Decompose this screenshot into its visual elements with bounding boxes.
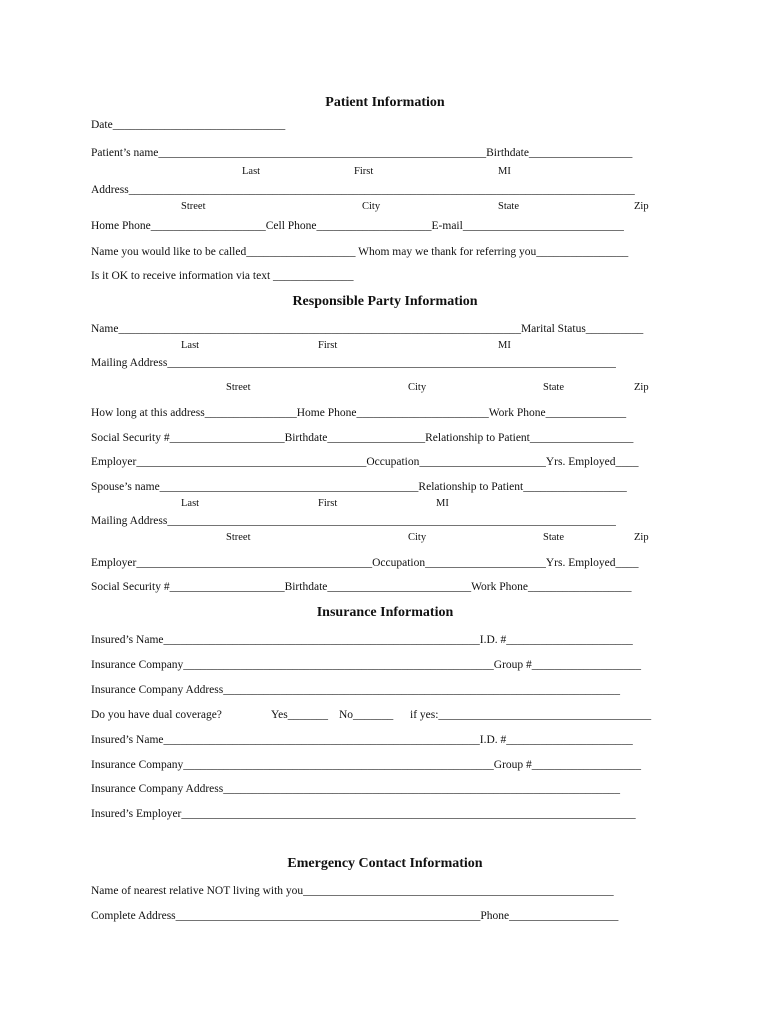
spouse-ssn-field[interactable]: Social Security #____________________Birthdate_________________________Work Phone__________________ — [91, 581, 632, 593]
responsible-employer-field[interactable]: Employer________________________________________Occupation______________________Yrs. Employed____ — [91, 456, 639, 468]
spouse-state-label: State — [543, 532, 564, 543]
spouse-name-field[interactable]: Spouse’s name_____________________________________________Relationship to Patient__________________ — [91, 481, 627, 493]
responsible-heading: Responsible Party Information — [292, 294, 478, 309]
emergency-address-field[interactable]: Complete Address_____________________________________________________Phone___________________ — [91, 910, 619, 922]
insured-employer-field[interactable]: Insured’s Employer_______________________________________________________________________________ — [91, 808, 636, 820]
responsible-mailing-field[interactable]: Mailing Address______________________________________________________________________________ — [91, 357, 616, 369]
responsible-zip-label: Zip — [634, 382, 649, 393]
insurance-company-field-1[interactable]: Insurance Company______________________________________________________Group #___________________ — [91, 659, 642, 671]
responsible-city-label: City — [408, 382, 427, 393]
dual-no-field[interactable]: No_______ — [339, 709, 394, 721]
insurance-company-field-2[interactable]: Insurance Company______________________________________________________Group #___________________ — [91, 759, 642, 771]
patient-called-field[interactable]: Name you would like to be called___________________ Whom may we thank for referring you________________ — [91, 246, 629, 258]
patient-state-label: State — [498, 201, 519, 212]
responsible-street-label: Street — [226, 382, 251, 393]
date-field[interactable]: Date______________________________ — [91, 119, 286, 131]
spouse-zip-label: Zip — [634, 532, 649, 543]
responsible-ssn-field[interactable]: Social Security #____________________Birthdate_________________Relationship to Patient__________________ — [91, 432, 634, 444]
insured-name-field-1[interactable]: Insured’s Name_______________________________________________________I.D. #______________________ — [91, 634, 633, 646]
insurance-heading: Insurance Information — [316, 605, 454, 620]
patient-address-field[interactable]: Address________________________________________________________________________________________ — [91, 184, 635, 196]
patient-city-label: City — [362, 201, 381, 212]
spouse-mi-label: MI — [436, 498, 449, 509]
how-long-field[interactable]: How long at this address________________Home Phone_______________________Work Phone______________ — [91, 407, 627, 419]
dual-if-yes-field[interactable]: if yes:_____________________________________ — [410, 709, 652, 721]
insurance-address-field-1[interactable]: Insurance Company Address_____________________________________________________________________ — [91, 684, 620, 696]
responsible-last-label: Last — [181, 340, 200, 351]
patient-mi-label: MI — [498, 166, 511, 177]
nearest-relative-field[interactable]: Name of nearest relative NOT living with you______________________________________________________ — [91, 885, 614, 897]
patient-first-label: First — [354, 166, 374, 177]
text-ok-field[interactable]: Is it OK to receive information via text ______________ — [91, 270, 354, 282]
patient-street-label: Street — [181, 201, 206, 212]
patient-info-heading: Patient Information — [325, 95, 445, 110]
patient-last-label: Last — [242, 166, 261, 177]
spouse-last-label: Last — [181, 498, 200, 509]
patient-name-field[interactable]: Patient’s name_________________________________________________________Birthdate__________________ — [91, 147, 633, 159]
patient-phones-field[interactable]: Home Phone____________________Cell Phone____________________E-mail____________________________ — [91, 220, 624, 232]
spouse-mailing-field[interactable]: Mailing Address______________________________________________________________________________ — [91, 515, 616, 527]
responsible-state-label: State — [543, 382, 564, 393]
spouse-city-label: City — [408, 532, 427, 543]
insured-name-field-2[interactable]: Insured’s Name_______________________________________________________I.D. #______________________ — [91, 734, 633, 746]
emergency-heading: Emergency Contact Information — [287, 856, 483, 871]
responsible-first-label: First — [318, 340, 338, 351]
dual-coverage-question: Do you have dual coverage? — [91, 709, 222, 721]
spouse-employer-field[interactable]: Employer_________________________________________Occupation_____________________Yrs. Employed____ — [91, 557, 639, 569]
patient-zip-label: Zip — [634, 201, 649, 212]
spouse-street-label: Street — [226, 532, 251, 543]
spouse-first-label: First — [318, 498, 338, 509]
insurance-address-field-2[interactable]: Insurance Company Address_____________________________________________________________________ — [91, 783, 620, 795]
dual-yes-field[interactable]: Yes_______ — [271, 709, 328, 721]
responsible-name-field[interactable]: Name______________________________________________________________________Marital Status__________ — [91, 323, 644, 335]
responsible-mi-label: MI — [498, 340, 511, 351]
